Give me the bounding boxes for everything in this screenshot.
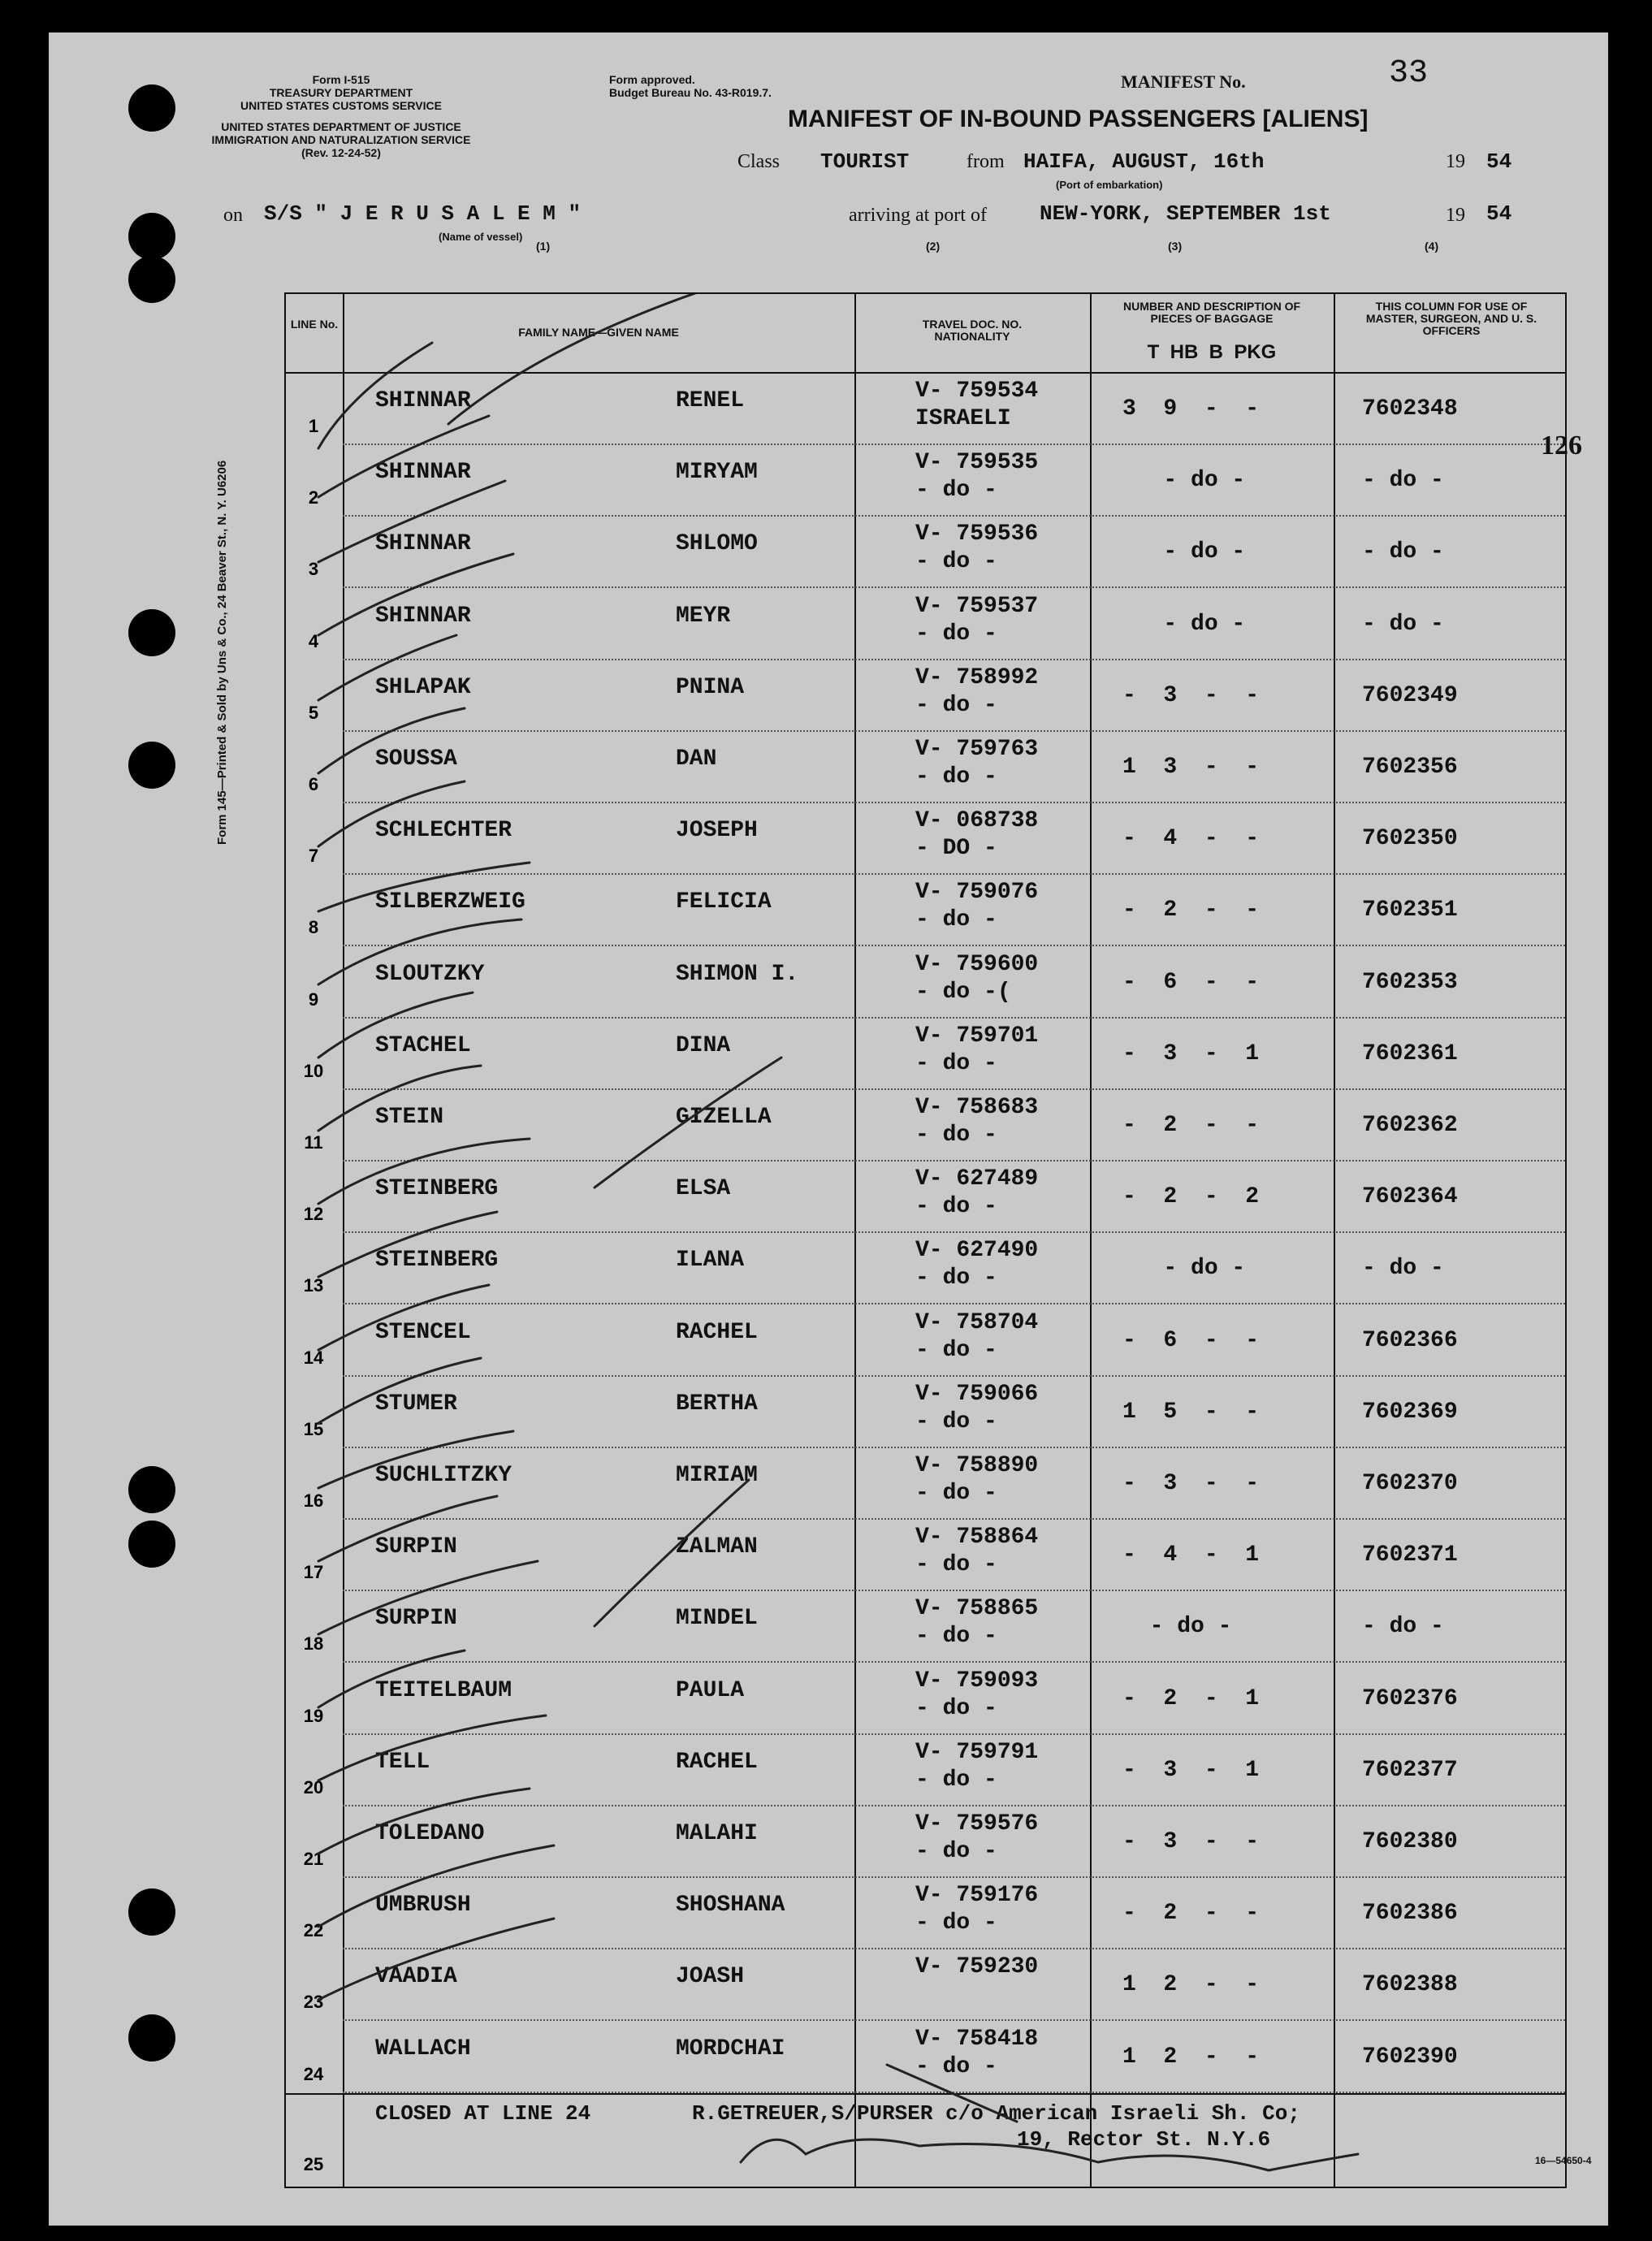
baggage-count: - do - bbox=[1122, 1256, 1246, 1282]
given-name: GIZELLA bbox=[676, 1105, 772, 1130]
family-name: SILBERZWEIG bbox=[375, 889, 525, 915]
given-name: DINA bbox=[676, 1032, 731, 1058]
arrival-value: NEW-YORK, SEPTEMBER 1st bbox=[1040, 201, 1331, 226]
nationality: - do - bbox=[915, 1123, 997, 1148]
table-row bbox=[286, 1448, 1565, 1520]
table-row bbox=[286, 2022, 1565, 2093]
officer-number: 7602349 bbox=[1362, 682, 1458, 708]
punch-hole bbox=[128, 213, 175, 260]
line-number: 21 bbox=[303, 1849, 324, 1869]
travel-doc-no: V- 627490 bbox=[915, 1238, 1039, 1264]
baggage-count: - 3 - - bbox=[1122, 1829, 1260, 1854]
customs: UNITED STATES CUSTOMS SERVICE bbox=[240, 99, 442, 112]
travel-doc-no: V- 758865 bbox=[915, 1596, 1039, 1622]
table-row bbox=[286, 803, 1565, 875]
nationality: - do - bbox=[915, 1552, 997, 1578]
arriving-label: arriving at port of bbox=[849, 205, 987, 226]
family-name: SURPIN bbox=[375, 1534, 457, 1560]
officer-number: 7602380 bbox=[1362, 1829, 1458, 1854]
officer-number: 7602390 bbox=[1362, 2044, 1458, 2070]
on-label: on bbox=[223, 205, 243, 226]
family-name: VAADIA bbox=[375, 1964, 457, 1990]
manifest-page bbox=[49, 32, 1608, 2226]
table-row bbox=[286, 445, 1565, 517]
given-name: MORDCHAI bbox=[676, 2036, 785, 2061]
table-row bbox=[286, 1520, 1565, 1591]
baggage-count: - 2 - - bbox=[1122, 1901, 1260, 1927]
table-row bbox=[286, 1162, 1565, 1233]
given-name: PNINA bbox=[676, 674, 745, 700]
line-number: 4 bbox=[308, 630, 319, 651]
line-number: 6 bbox=[308, 774, 319, 794]
nationality: - do - bbox=[915, 1050, 997, 1076]
header-travel: TRAVEL DOC. NO. NATIONALITY bbox=[922, 318, 1023, 343]
officer-number: - do - bbox=[1362, 611, 1444, 637]
officer-number: 7602356 bbox=[1362, 755, 1458, 780]
approved: Form approved. bbox=[609, 73, 695, 86]
header-baggage: NUMBER AND DESCRIPTION OF PIECES OF BAGGAGE bbox=[1122, 300, 1301, 325]
given-name: MIRYAM bbox=[676, 460, 758, 486]
line-number: 22 bbox=[303, 1920, 324, 1941]
officer-number: - do - bbox=[1362, 539, 1444, 565]
officer-number: 7602369 bbox=[1362, 1399, 1458, 1425]
budget-block bbox=[609, 73, 820, 99]
travel-doc-no: V- 758992 bbox=[915, 664, 1039, 690]
officer-number: 7602366 bbox=[1362, 1327, 1458, 1353]
family-name: TOLEDANO bbox=[375, 1821, 485, 1846]
travel-doc-no: V- 759535 bbox=[915, 450, 1039, 476]
nationality: - do - bbox=[915, 2053, 997, 2079]
given-name: DAN bbox=[676, 746, 717, 772]
punch-hole bbox=[128, 1521, 175, 1568]
family-name: STEINBERG bbox=[375, 1176, 499, 1202]
vessel-note: (Name of vessel) bbox=[439, 231, 523, 243]
line-number: 24 bbox=[303, 2063, 324, 2084]
officer-number: 7602376 bbox=[1362, 1685, 1458, 1711]
officer-number: 7602370 bbox=[1362, 1471, 1458, 1496]
given-name: JOASH bbox=[676, 1964, 745, 1990]
line-number: 9 bbox=[308, 989, 319, 1010]
form-id: Form I-515 bbox=[312, 73, 370, 86]
travel-doc-no: V- 759791 bbox=[915, 1739, 1039, 1765]
manifest-title: MANIFEST OF IN-BOUND PASSENGERS [ALIENS] bbox=[788, 106, 1369, 132]
officer-number: 7602364 bbox=[1362, 1184, 1458, 1210]
given-name: RENEL bbox=[676, 388, 745, 413]
family-name: STEINBERG bbox=[375, 1248, 499, 1274]
travel-doc-no: V- 759600 bbox=[915, 951, 1039, 977]
baggage-count: - do - bbox=[1122, 1614, 1232, 1640]
line-number: 2 bbox=[308, 487, 319, 508]
line-number: 15 bbox=[303, 1418, 324, 1439]
given-name: SHIMON I. bbox=[676, 961, 799, 987]
manifest-label: MANIFEST No. bbox=[1121, 71, 1246, 92]
nationality: - do - bbox=[915, 478, 997, 504]
travel-doc-no: V- 759701 bbox=[915, 1023, 1039, 1049]
baggage-count: 3 9 - - bbox=[1122, 396, 1260, 422]
baggage-count: - 3 - - bbox=[1122, 1471, 1260, 1496]
line-number: 14 bbox=[303, 1347, 324, 1368]
given-name: RACHEL bbox=[676, 1749, 758, 1775]
header-officers: THIS COLUMN FOR USE OF MASTER, SURGEON, AND U. S. OFFICERS bbox=[1365, 300, 1537, 337]
officer-number: 7602377 bbox=[1362, 1757, 1458, 1783]
officer-number: 7602350 bbox=[1362, 826, 1458, 852]
table-row bbox=[286, 517, 1565, 588]
baggage-count: - do - bbox=[1122, 539, 1246, 565]
from-value: HAIFA, AUGUST, 16th bbox=[1023, 149, 1265, 174]
header-line: LINE No. bbox=[290, 318, 339, 331]
travel-doc-no: V- 068738 bbox=[915, 808, 1039, 834]
table-row bbox=[286, 1591, 1565, 1663]
travel-doc-no: V- 758683 bbox=[915, 1095, 1039, 1120]
family-name: SHINNAR bbox=[375, 388, 471, 413]
family-name: UMBRUSH bbox=[375, 1893, 471, 1919]
printer-imprint: Form 145—Printed & Sold by Uns & Co., 24 Beaver St., N. Y. U6206 bbox=[215, 460, 229, 845]
line-number: 1 bbox=[308, 416, 319, 436]
line-number: 8 bbox=[308, 917, 319, 938]
given-name: RACHEL bbox=[676, 1319, 758, 1345]
punch-hole bbox=[128, 84, 175, 132]
purser-address: 19, Rector St. N.Y.6 bbox=[1017, 2127, 1271, 2152]
officer-number: 7602362 bbox=[1362, 1113, 1458, 1138]
table-row bbox=[286, 1305, 1565, 1377]
nationality: - do - bbox=[915, 1695, 997, 1721]
line-number: 11 bbox=[304, 1132, 323, 1153]
table-row bbox=[286, 1949, 1565, 2021]
officer-number: - do - bbox=[1362, 1256, 1444, 1282]
travel-doc-no: V- 758704 bbox=[915, 1309, 1039, 1335]
year-1: 54 bbox=[1486, 149, 1512, 174]
officer-number: 7602386 bbox=[1362, 1901, 1458, 1927]
year-prefix: 19 bbox=[1446, 205, 1465, 226]
baggage-count: - do - bbox=[1122, 468, 1246, 494]
punch-hole bbox=[128, 256, 175, 303]
travel-doc-no: V- 759536 bbox=[915, 521, 1039, 547]
nationality: - do -( bbox=[915, 979, 1011, 1005]
baggage-count: - 3 - 1 bbox=[1122, 1757, 1260, 1783]
family-name: STUMER bbox=[375, 1391, 457, 1417]
family-name: WALLACH bbox=[375, 2036, 471, 2061]
nationality: - do - bbox=[915, 1481, 997, 1506]
nationality: - do - bbox=[915, 1767, 997, 1793]
baggage-count: - 3 - - bbox=[1122, 682, 1260, 708]
family-name: STENCEL bbox=[375, 1319, 471, 1345]
col-num-3: (3) bbox=[1168, 240, 1183, 253]
baggage-count: - 6 - - bbox=[1122, 969, 1260, 995]
family-name: STACHEL bbox=[375, 1032, 471, 1058]
table-row bbox=[286, 732, 1565, 803]
family-name: SCHLECHTER bbox=[375, 818, 512, 844]
baggage-count: 1 2 - - bbox=[1122, 2044, 1260, 2070]
given-name: MIRIAM bbox=[676, 1463, 758, 1488]
col-num-4: (4) bbox=[1425, 240, 1439, 253]
nationality: - do - bbox=[915, 1408, 997, 1434]
table-row bbox=[286, 1090, 1565, 1162]
officer-number: 7602371 bbox=[1362, 1542, 1458, 1568]
officer-number: 7602351 bbox=[1362, 898, 1458, 924]
baggage-count: - 2 - 1 bbox=[1122, 1685, 1260, 1711]
travel-doc-no: V- 759763 bbox=[915, 737, 1039, 762]
table-row bbox=[286, 374, 1565, 445]
table-row bbox=[286, 1663, 1565, 1735]
nationality: - do - bbox=[915, 1265, 997, 1291]
embark-note: (Port of embarkation) bbox=[1056, 179, 1163, 191]
closed-at-line: CLOSED AT LINE 24 bbox=[375, 2101, 591, 2126]
nationality: - do - bbox=[915, 621, 997, 647]
line-number: 19 bbox=[303, 1705, 324, 1726]
given-name: MINDEL bbox=[676, 1606, 758, 1632]
family-name: SLOUTZKY bbox=[375, 961, 485, 987]
nationality: - do - bbox=[915, 907, 997, 933]
ins: IMMIGRATION AND NATURALIZATION SERVICE bbox=[211, 133, 471, 146]
footer-code: 16—54650-4 bbox=[1535, 2155, 1592, 2166]
baggage-count: - 6 - - bbox=[1122, 1327, 1260, 1353]
table-row bbox=[286, 589, 1565, 660]
officer-number: - do - bbox=[1362, 468, 1444, 494]
travel-doc-no: V- 759230 bbox=[915, 1954, 1039, 1980]
from-label: from bbox=[967, 151, 1005, 172]
nationality: - do - bbox=[915, 692, 997, 718]
line-number: 23 bbox=[303, 1992, 324, 2013]
travel-doc-no: V- 627489 bbox=[915, 1166, 1039, 1192]
travel-doc-no: V- 759093 bbox=[915, 1668, 1039, 1694]
family-name: SHINNAR bbox=[375, 603, 471, 629]
given-name: PAULA bbox=[676, 1677, 745, 1703]
table-row bbox=[286, 1233, 1565, 1304]
line-number: 16 bbox=[303, 1490, 324, 1511]
family-name: SHINNAR bbox=[375, 531, 471, 557]
line-number: 20 bbox=[303, 1776, 324, 1798]
nationality: - do - bbox=[915, 1194, 997, 1220]
punch-hole bbox=[128, 1466, 175, 1513]
punch-hole bbox=[128, 609, 175, 656]
travel-doc-no: V- 759066 bbox=[915, 1381, 1039, 1407]
table-row bbox=[286, 875, 1565, 946]
travel-doc-no: V- 759176 bbox=[915, 1883, 1039, 1909]
travel-doc-no: V- 758418 bbox=[915, 2026, 1039, 2052]
family-name: SUCHLITZKY bbox=[375, 1463, 512, 1488]
line-number: 18 bbox=[303, 1633, 324, 1655]
nationality: - do - bbox=[915, 1624, 997, 1650]
given-name: JOSEPH bbox=[676, 818, 758, 844]
given-name: MALAHI bbox=[676, 1821, 758, 1846]
class-label: Class bbox=[737, 151, 781, 172]
given-name: ILANA bbox=[676, 1248, 745, 1274]
baggage-count: - 3 - 1 bbox=[1122, 1040, 1260, 1066]
table-row bbox=[286, 947, 1565, 1019]
officer-number: 7602353 bbox=[1362, 969, 1458, 995]
nationality: - DO - bbox=[915, 836, 997, 862]
family-name: SHINNAR bbox=[375, 460, 471, 486]
baggage-count: - 4 - 1 bbox=[1122, 1542, 1260, 1568]
given-name: SHLOMO bbox=[676, 531, 758, 557]
baggage-count: - do - bbox=[1122, 611, 1246, 637]
family-name: STEIN bbox=[375, 1105, 444, 1130]
manifest-number: 33 bbox=[1389, 55, 1429, 92]
given-name: FELICIA bbox=[676, 889, 772, 915]
year-2: 54 bbox=[1486, 201, 1512, 226]
line-number: 3 bbox=[308, 559, 319, 580]
table-row bbox=[286, 1806, 1565, 1878]
baggage-count: - 2 - - bbox=[1122, 898, 1260, 924]
travel-doc-no: V- 758864 bbox=[915, 1525, 1039, 1551]
year-prefix: 19 bbox=[1446, 151, 1465, 172]
purser-signature-line: R.GETREUER,S/PURSER c/o American Israeli Sh. Co; bbox=[692, 2101, 1300, 2126]
punch-hole bbox=[128, 742, 175, 789]
header-name: FAMILY NAME—GIVEN NAME bbox=[518, 326, 679, 339]
given-name: MEYR bbox=[676, 603, 731, 629]
officer-number: 7602348 bbox=[1362, 396, 1458, 422]
nationality: - do - bbox=[915, 1337, 997, 1363]
line-number: 17 bbox=[303, 1562, 324, 1583]
travel-doc-no: V- 759534 bbox=[915, 379, 1039, 404]
given-name: BERTHA bbox=[676, 1391, 758, 1417]
officer-number: - do - bbox=[1362, 1614, 1444, 1640]
given-name: ELSA bbox=[676, 1176, 731, 1202]
dept: TREASURY DEPARTMENT bbox=[269, 86, 413, 99]
margin-note: 126 bbox=[1541, 430, 1582, 461]
line-number: 13 bbox=[303, 1275, 324, 1296]
baggage-count: - 4 - - bbox=[1122, 826, 1260, 852]
line-number: 7 bbox=[308, 846, 319, 867]
line-number: 12 bbox=[303, 1204, 324, 1225]
nationality: - do - bbox=[915, 549, 997, 575]
class-value: TOURIST bbox=[820, 149, 910, 174]
justice: UNITED STATES DEPARTMENT OF JUSTICE bbox=[221, 120, 461, 133]
travel-doc-no: V- 759076 bbox=[915, 880, 1039, 906]
travel-doc-no: V- 759576 bbox=[915, 1811, 1039, 1836]
given-name: SHOSHANA bbox=[676, 1893, 785, 1919]
officer-number: 7602361 bbox=[1362, 1040, 1458, 1066]
table-row bbox=[286, 660, 1565, 732]
family-name: TEITELBAUM bbox=[375, 1677, 512, 1703]
family-name: TELL bbox=[375, 1749, 430, 1775]
vessel-name: S/S " J E R U S A L E M " bbox=[264, 201, 582, 226]
travel-doc-no: V- 758890 bbox=[915, 1453, 1039, 1478]
line-number: 10 bbox=[303, 1060, 324, 1081]
table-row bbox=[286, 1019, 1565, 1090]
family-name: SHLAPAK bbox=[375, 674, 471, 700]
passenger-table bbox=[284, 292, 1582, 2188]
family-name: SURPIN bbox=[375, 1606, 457, 1632]
given-name: ZALMAN bbox=[676, 1534, 758, 1560]
nationality: - do - bbox=[915, 764, 997, 790]
baggage-count: 1 2 - - bbox=[1122, 1972, 1260, 1998]
baggage-count: - 2 - 2 bbox=[1122, 1184, 1260, 1210]
baggage-count: - 2 - - bbox=[1122, 1113, 1260, 1138]
nationality: ISRAELI bbox=[915, 406, 1011, 431]
punch-hole bbox=[128, 1888, 175, 1936]
rev: (Rev. 12-24-52) bbox=[301, 146, 381, 159]
budget: Budget Bureau No. 43-R019.7. bbox=[609, 86, 772, 99]
baggage-count: 1 3 - - bbox=[1122, 755, 1260, 780]
nationality: - do - bbox=[915, 1910, 997, 1936]
officer-number: 7602388 bbox=[1362, 1972, 1458, 1998]
table-row bbox=[286, 1878, 1565, 1949]
nationality: - do - bbox=[915, 1839, 997, 1864]
baggage-count: 1 5 - - bbox=[1122, 1399, 1260, 1425]
form-agency-block bbox=[211, 73, 471, 159]
col-num-1: (1) bbox=[536, 240, 551, 253]
family-name: SOUSSA bbox=[375, 746, 457, 772]
table-row bbox=[286, 1377, 1565, 1448]
closing-line-number: 25 bbox=[303, 2154, 324, 2174]
line-number: 5 bbox=[308, 702, 319, 723]
col-num-2: (2) bbox=[926, 240, 941, 253]
travel-doc-no: V- 759537 bbox=[915, 593, 1039, 619]
header-bag-cols: T HB B PKG bbox=[1147, 341, 1277, 363]
punch-hole bbox=[128, 2014, 175, 2061]
table-row bbox=[286, 1735, 1565, 1806]
